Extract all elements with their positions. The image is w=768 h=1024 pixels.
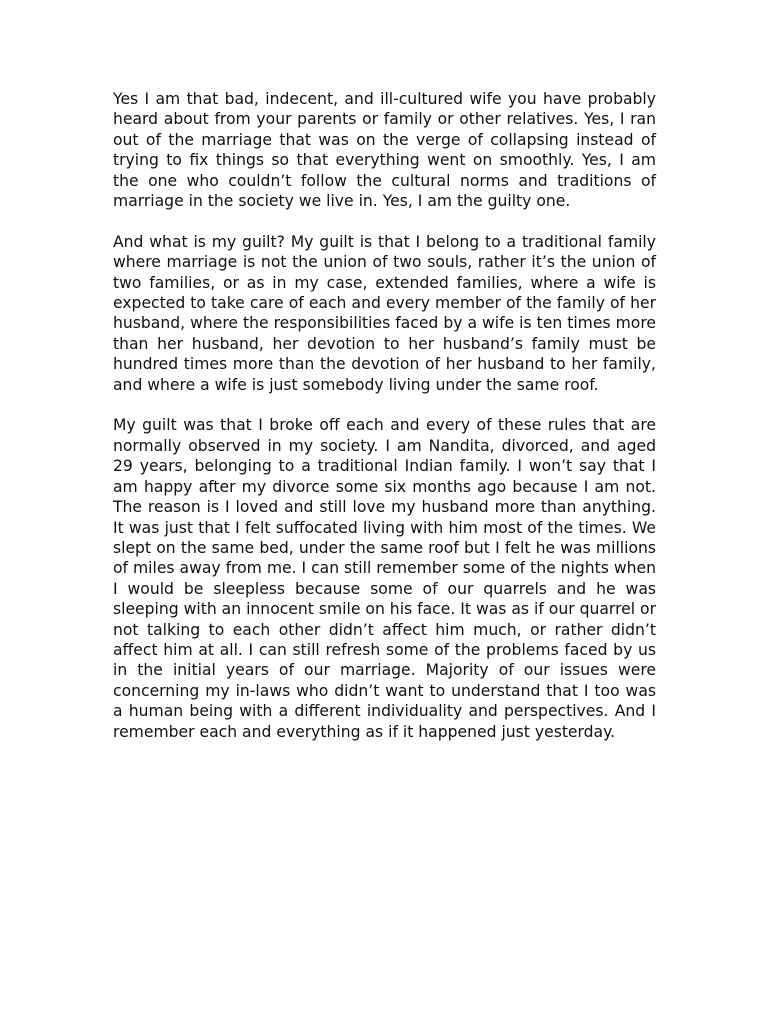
paragraph-1: Yes I am that bad, indecent, and ill-cultured wife you have probably heard about from your parents or family or other relatives. Yes, I ran out of the marriage that was on the verge of collapsing instead of trying to fix things so that everything went on smoothly. Yes, I am the one who couldn’t follow the cultural norms and traditions of marriage in the society we live in. Yes, I am the guilty one. (113, 90, 656, 211)
paragraph-2: And what is my guilt? My guilt is that I belong to a traditional family where marriage is not the union of two souls, rather it’s the union of two families, or as in my case, extended families, where a wife is expected to take care of each and every member of the family of her husband, where the responsibilities faced by a wife is ten times more than her husband, her devotion to her husband’s family must be hundred times more than the devotion of her husband to her family, and where a wife is just somebody living under the same roof. (113, 232, 656, 394)
paragraph-3: My guilt was that I broke off each and every of these rules that are normally observed in my society. I am Nandita, divorced, and aged 29 years, belonging to a traditional Indian family. I won’t say that I am happy after my divorce some six months ago because I am not. The reason is I loved and still love my husband more than anything. It was just that I felt suffocated living with him most of the times. We slept on the same bed, under the same roof but I felt he was millions of miles away from me. I can still remember some of the nights when I would be sleepless because some of our quarrels and he was sleeping with an innocent smile on his face. It was as if our quarrel or not talking to each other didn’t affect him much, or rather didn’t affect him at all. I can still refresh some of the problems faced by us in the initial years of our marriage. Majority of our issues were concerning my in-laws who didn’t want to understand that I too was a human being with a different individuality and perspectives. And I remember each and everything as if it happened just yesterday. (113, 416, 656, 741)
document-page (113, 89, 656, 742)
